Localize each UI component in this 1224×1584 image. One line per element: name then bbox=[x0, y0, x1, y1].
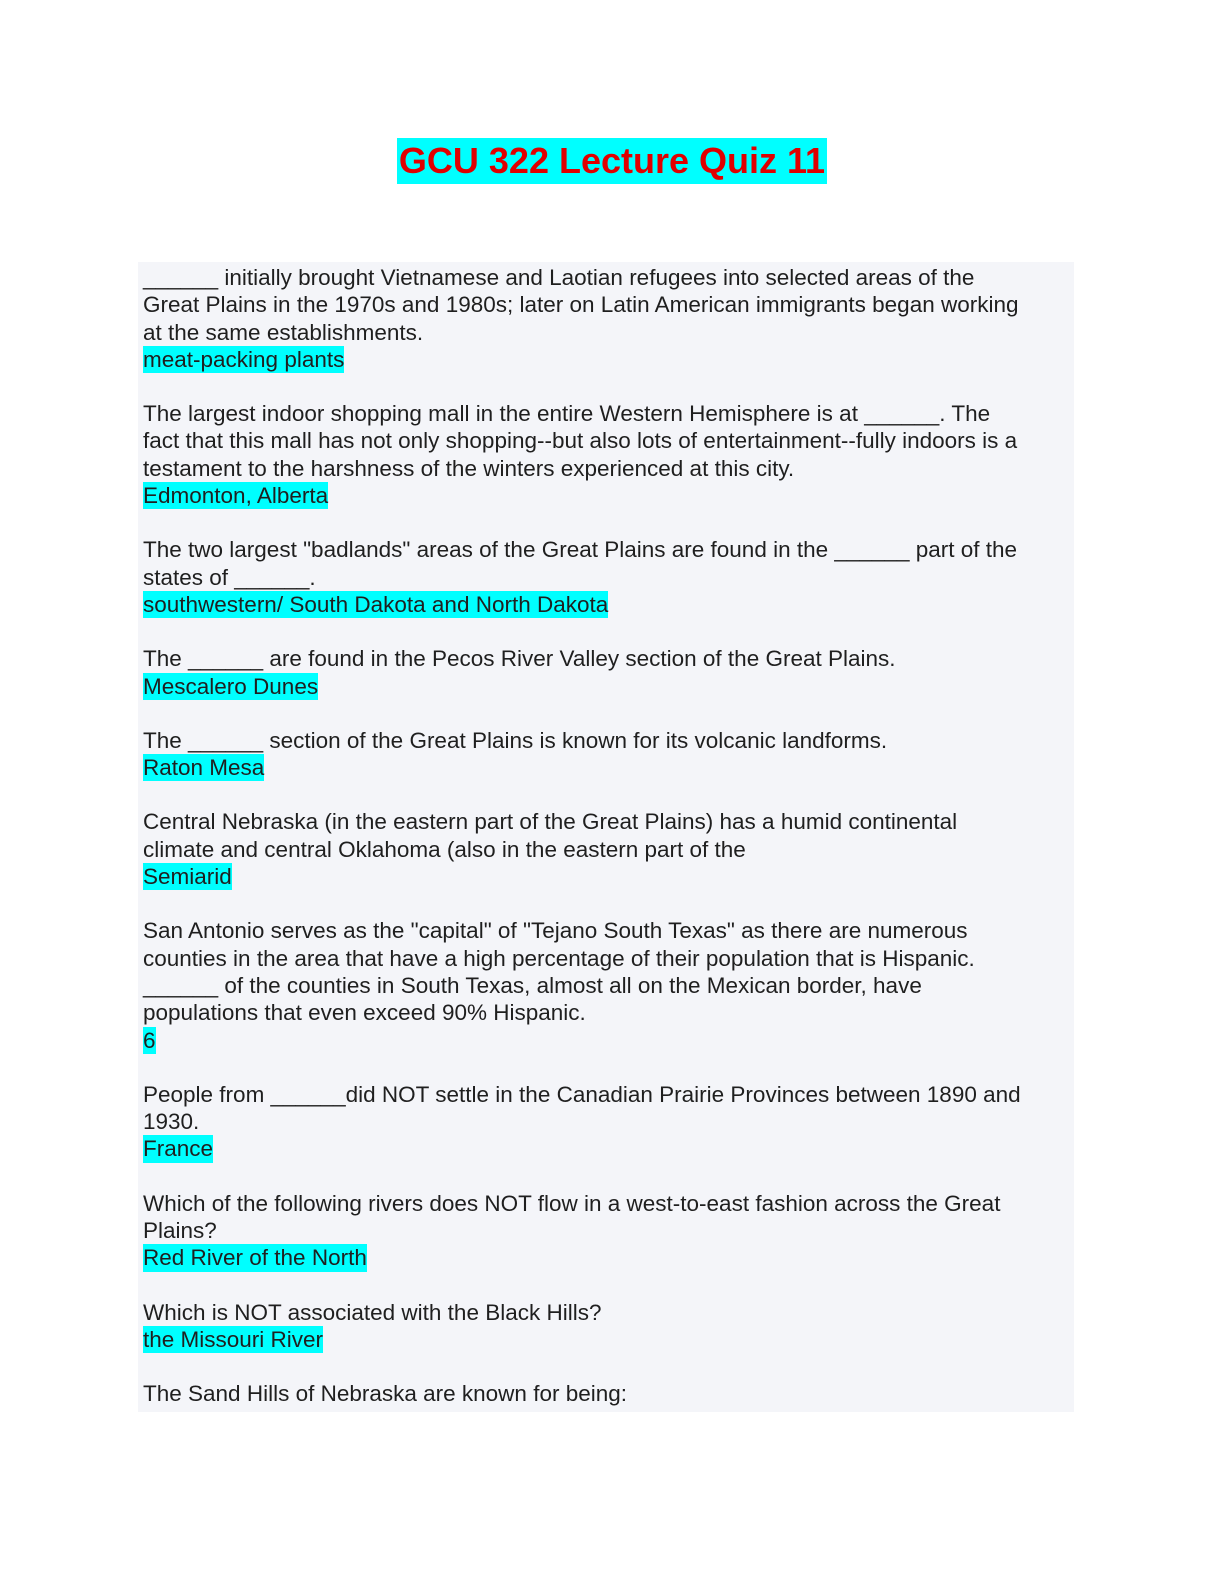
question-text: The ______ section of the Great Plains is known for its volcanic landforms. bbox=[143, 727, 888, 753]
answer-highlight: Mescalero Dunes bbox=[143, 673, 319, 699]
qa-item bbox=[143, 1190, 1074, 1272]
question-text: ______ initially brought Vietnamese and Laotian refugees into selected areas of the Great Plains in the 1970s and 1980s; later on Latin American immigrants began working at the same establishments. bbox=[143, 265, 1019, 345]
answer-highlight: southwestern/ South Dakota and North Dakota bbox=[143, 591, 609, 617]
question-text: San Antonio serves as the "capital" of "Tejano South Texas" as there are numerous counties in the area that have a high percentage of their population that is Hispanic. ______ of the counties in South Texas, almost all on the Mexican border, have populations that even exceed 90% Hispanic. bbox=[143, 918, 975, 1026]
qa-item bbox=[143, 727, 1074, 782]
answer-highlight: Semiarid bbox=[143, 864, 232, 890]
question-text: Which is NOT associated with the Black Hills? bbox=[143, 1299, 602, 1325]
answer-highlight: the Missouri River bbox=[143, 1326, 324, 1352]
question-text: The ______ are found in the Pecos River Valley section of the Great Plains. bbox=[143, 646, 896, 672]
question-text: The Sand Hills of Nebraska are known for being: bbox=[143, 1381, 628, 1407]
qa-item bbox=[143, 1380, 1074, 1407]
question-text: Central Nebraska (in the eastern part of the Great Plains) has a humid continental climate and central Oklahoma (also in the eastern part of the bbox=[143, 809, 958, 862]
answer-highlight: meat-packing plants bbox=[143, 346, 345, 372]
answer-highlight: 6 bbox=[143, 1027, 156, 1053]
page-title: GCU 322 Lecture Quiz 11 bbox=[397, 138, 827, 184]
qa-item bbox=[143, 808, 1074, 890]
answer-highlight: Red River of the North bbox=[143, 1245, 367, 1271]
qa-item bbox=[143, 1299, 1074, 1354]
qa-item bbox=[143, 400, 1074, 509]
qa-item bbox=[143, 264, 1074, 373]
qa-item bbox=[143, 645, 1074, 700]
qa-item bbox=[143, 536, 1074, 618]
qa-item bbox=[143, 1081, 1074, 1163]
question-text: The two largest "badlands" areas of the Great Plains are found in the ______ part of the states of ______. bbox=[143, 537, 1018, 590]
question-text: The largest indoor shopping mall in the entire Western Hemisphere is at ______. The fact that this mall has not only shopping--but also lots of entertainment--fully indoors is a testament to the harshness of the winters experienced at this city. bbox=[143, 401, 1018, 481]
quiz-content bbox=[138, 262, 1074, 1412]
title-container bbox=[0, 138, 1224, 184]
answer-highlight: Raton Mesa bbox=[143, 755, 265, 781]
question-text: People from ______did NOT settle in the Canadian Prairie Provinces between 1890 and 1930. bbox=[143, 1081, 1021, 1135]
answer-highlight: Edmonton, Alberta bbox=[143, 483, 329, 509]
question-text: Which of the following rivers does NOT flow in a west-to-east fashion across the Great Plains? bbox=[143, 1190, 1001, 1244]
answer-highlight: France bbox=[143, 1136, 214, 1162]
qa-item bbox=[143, 917, 1074, 1053]
